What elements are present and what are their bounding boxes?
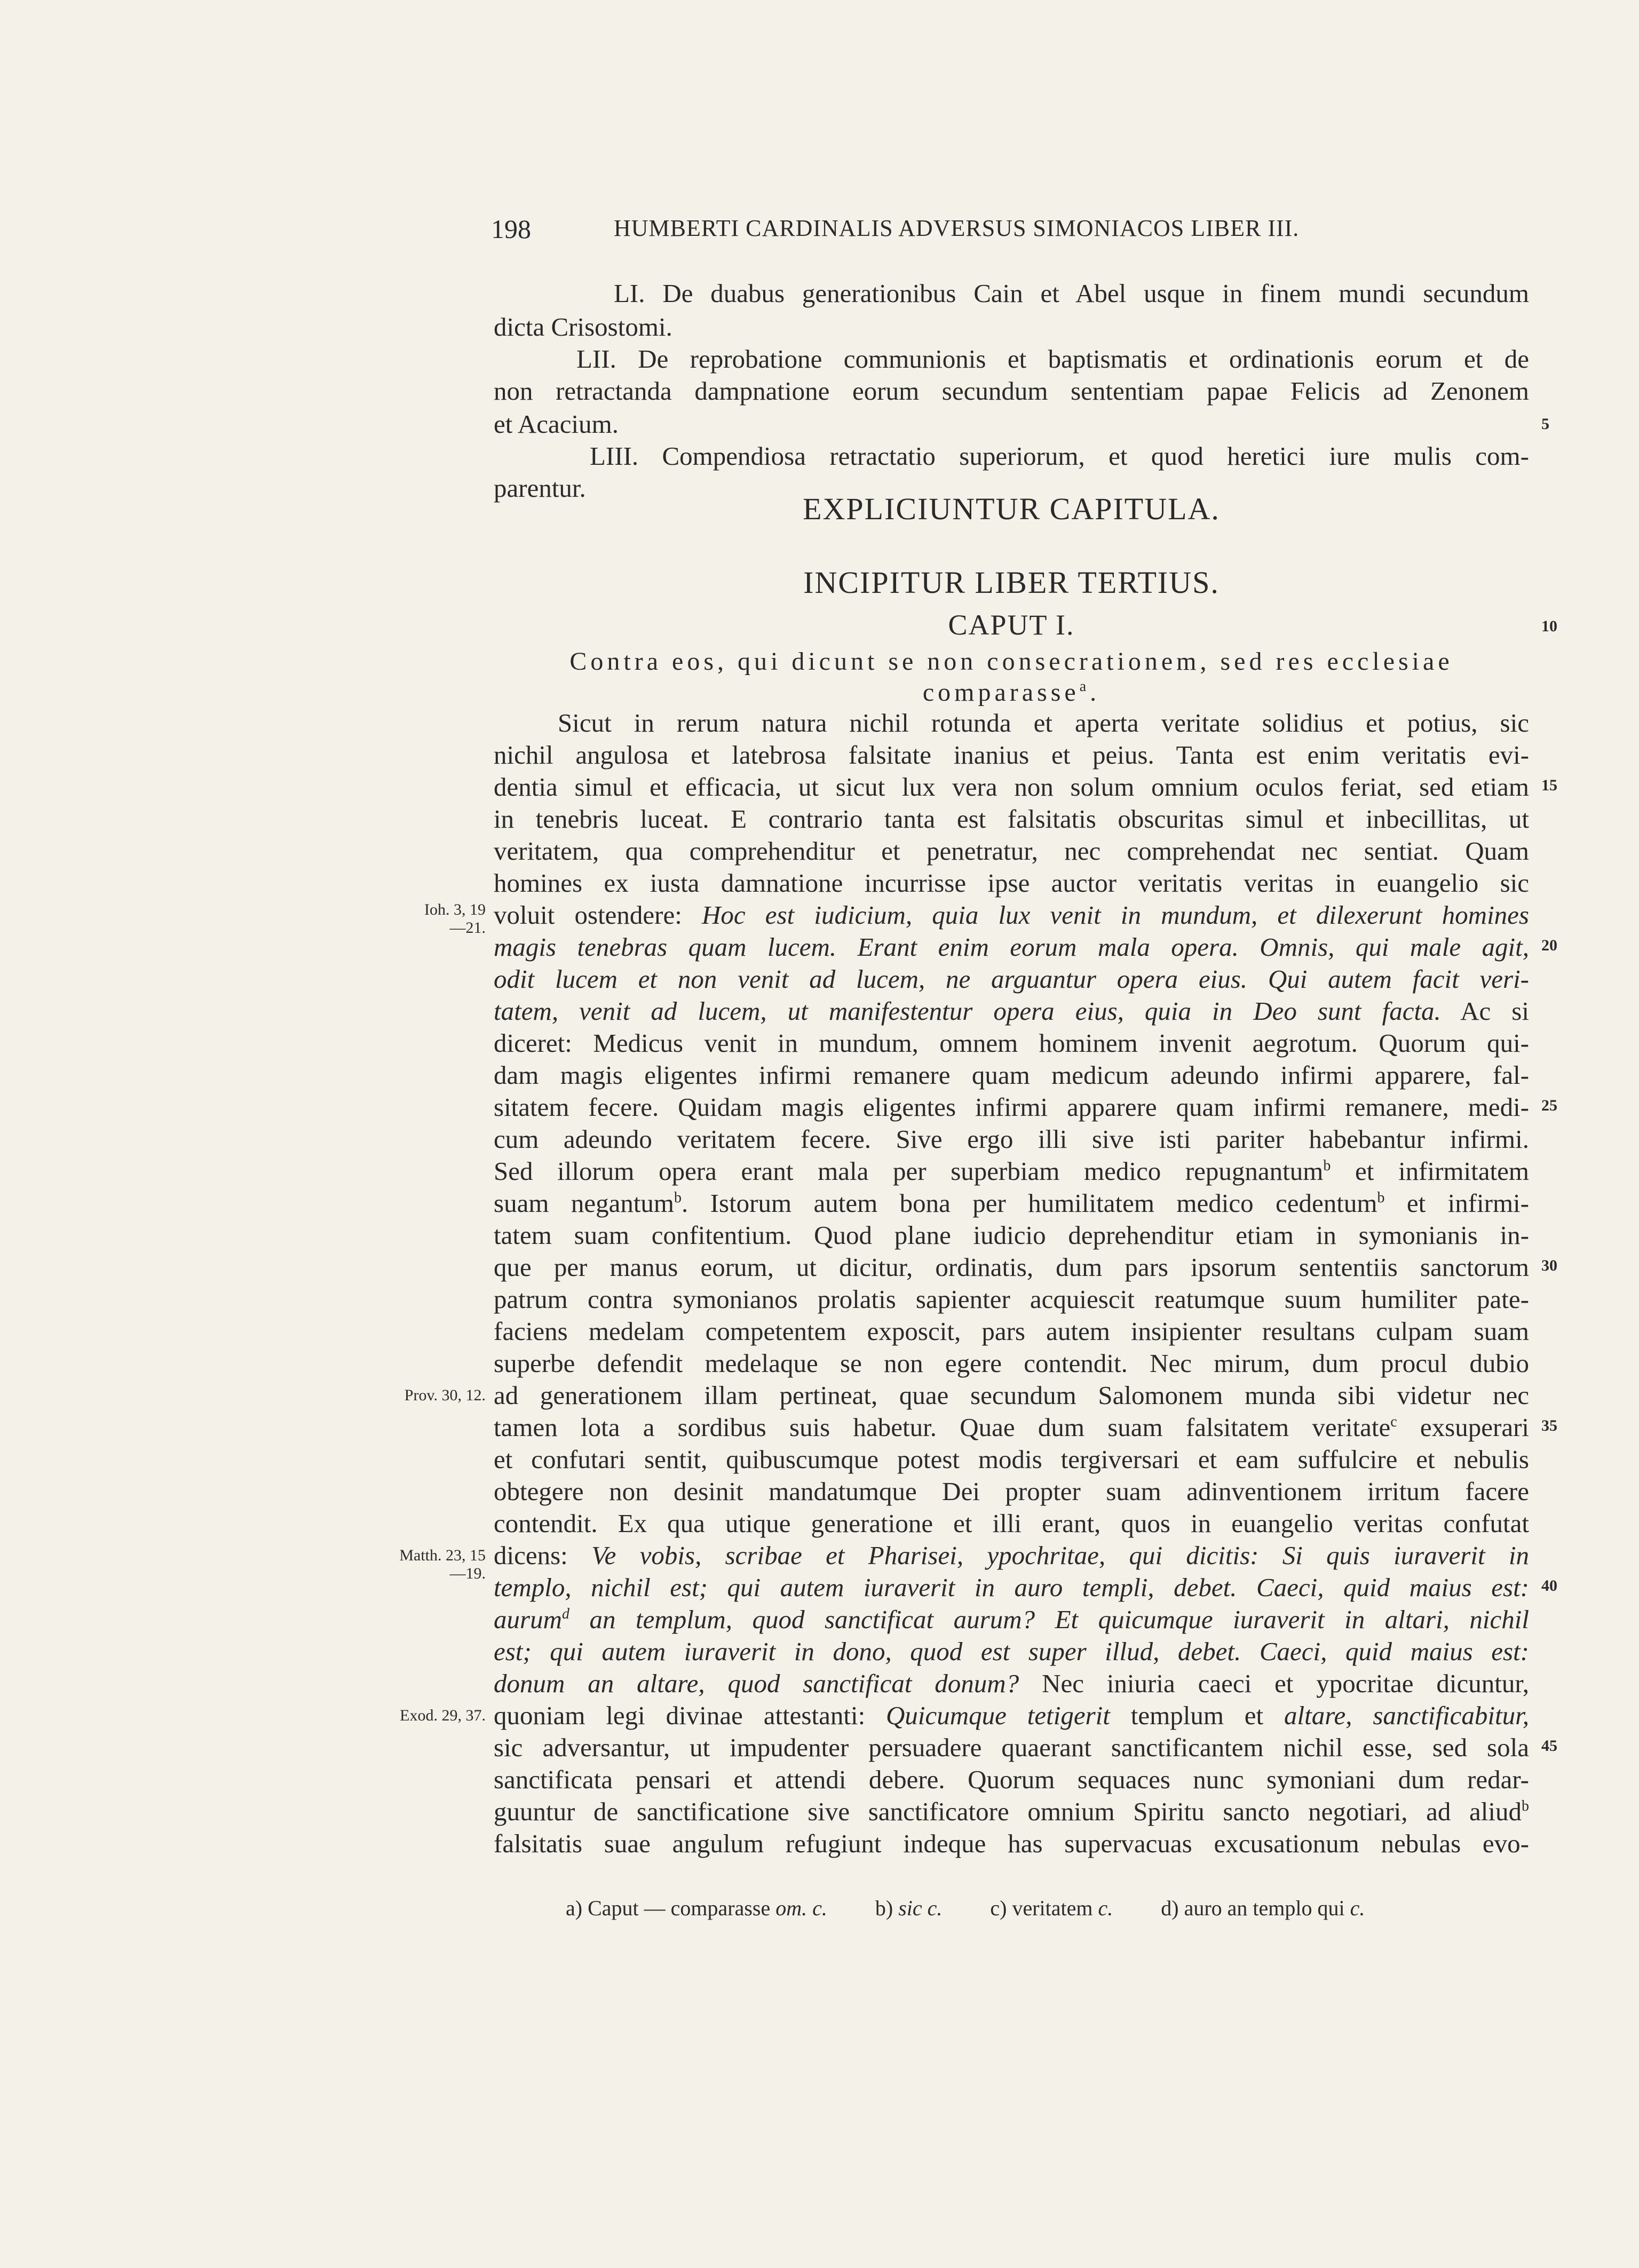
- margin-reference: Matth. 23, 15 —19.: [399, 1547, 486, 1582]
- text-line: odit lucem et non venit ad lucem, ne arguantur opera eius. Qui autem facit veri-: [494, 964, 1529, 994]
- line-number: 25: [1541, 1097, 1557, 1114]
- line-number: 45: [1541, 1737, 1557, 1755]
- text-line: que per manus eorum, ut dicitur, ordinatis, dum pars ipsorum sententiis sanctorum: [494, 1252, 1529, 1282]
- toc-line: non retractanda dampnatione eorum secundum sententiam papae Felicis ad Zenonem: [494, 376, 1529, 406]
- text-line: diceret: Medicus venit in mundum, omnem hominem invenit aegrotum. Quorum qui-: [494, 1028, 1529, 1058]
- margin-reference: Exod. 29, 37.: [400, 1707, 486, 1724]
- text-line: falsitatis suae angulum refugiunt indeque has supervacuas excusationum nebulas evo-: [494, 1829, 1529, 1858]
- text-line: tamen lota a sordibus suis habetur. Quae dum suam falsitatem veritate$^c$ exsuperari: [494, 1413, 1529, 1442]
- text-line: Sed illorum opera erant mala per superbiam medico repugnantum$^b$ et infirmitatem: [494, 1156, 1529, 1186]
- text-line: guuntur de sanctificatione sive sanctificatore omnium Spiritu sancto negotiari, ad aliud$^b$: [494, 1797, 1529, 1826]
- explicit-heading: EXPLICIUNTUR CAPITULA.: [803, 491, 1220, 526]
- footnote-mark: a: [1079, 678, 1090, 695]
- page-number: 198: [491, 214, 531, 244]
- text-line: dicens: Ve vobis, scribae et Pharisei, ypochritae, qui dicitis: Si quis iuraverit in: [494, 1541, 1530, 1570]
- line-number: 30: [1541, 1257, 1557, 1274]
- text-line: sic adversantur, ut impudenter persuadere quaerant sanctificantem nichil esse, sed sola: [494, 1733, 1529, 1762]
- toc-line: et Acacium.: [494, 409, 619, 439]
- text-line: tatem, venit ad lucem, ut manifestentur opera eius, quia in Deo sunt facta. Ac si: [494, 996, 1529, 1026]
- toc-line: LII. De reprobatione communionis et baptismatis et ordinationis eorum et de: [576, 344, 1529, 374]
- text-line: superbe defendit medelaque se non egere contendit. Nec mirum, dum procul dubio: [494, 1349, 1529, 1378]
- text-line: veritatem, qua comprehenditur et penetratur, nec comprehendat nec sentiat. Quam: [494, 836, 1529, 866]
- text-line: aurum$^d$ an templum, quod sanctificat aurum? Et quicumque iuraverit in altari, nichil: [494, 1605, 1529, 1634]
- footnote: b) sic c.: [875, 1896, 943, 1920]
- chapter-heading: CAPUT I.: [948, 609, 1075, 641]
- text-line: obtegere non desinit mandatumque Dei propter suam adinventionem irritum facere: [494, 1477, 1529, 1506]
- text-line: tatem suam confitentium. Quod plane iudicio deprehenditur etiam in symonianis in-: [494, 1220, 1529, 1250]
- text-line: quoniam legi divinae attestanti: Quicumque tetigerit templum et altare, sanctificabitur,: [494, 1701, 1529, 1730]
- text-line: dentia simul et efficacia, ut sicut lux vera non solum omnium oculos feriat, sed etiam: [494, 772, 1529, 802]
- line-number: 40: [1541, 1577, 1557, 1595]
- toc-line: parentur.: [494, 473, 586, 503]
- footnote: c) veritatem c.: [990, 1896, 1113, 1920]
- text-line: magis tenebras quam lucem. Erant enim eorum mala opera. Omnis, qui male agit,: [494, 932, 1529, 962]
- text-line: sanctificata pensari et attendi debere. Quorum sequaces nunc symoniani dum redar-: [494, 1765, 1529, 1794]
- footnote: a) Caput — comparasse om. c.: [566, 1896, 827, 1920]
- footnote: d) auro an templo qui c.: [1161, 1896, 1365, 1920]
- text-line: dam magis eligentes infirmi remanere quam medicum adeundo infirmi apparere, fal-: [494, 1060, 1529, 1090]
- incipit-heading: INCIPITUR LIBER TERTIUS.: [803, 565, 1220, 600]
- text-line: suam negantum$^b$. Istorum autem bona per humilitatem medico cedentum$^b$ et infirmi-: [494, 1188, 1529, 1218]
- line-number: 5: [1541, 415, 1549, 433]
- text-line: ad generationem illam pertineat, quae secundum Salomonem munda sibi videtur nec: [494, 1381, 1529, 1410]
- text-line: voluit ostendere: Hoc est iudicium, quia lux venit in mundum, et dilexerunt homines: [494, 900, 1530, 930]
- text-line: et confutari sentit, quibuscumque potest modis tergiversari et eam suffulcire et nebulis: [494, 1445, 1529, 1474]
- toc-line: dicta Crisostomi.: [494, 312, 672, 342]
- text-line: sitatem fecere. Quidam magis eligentes infirmi apparere quam infirmi remanere, medi-: [494, 1092, 1529, 1122]
- text-line: Sicut in rerum natura nichil rotunda et aperta veritate solidius et potius, sic: [558, 708, 1529, 738]
- text-line: cum adeundo veritatem fecere. Sive ergo illi sive isti pariter habebantur infirmi.: [494, 1124, 1529, 1154]
- line-number: 15: [1541, 776, 1557, 794]
- page-header: [491, 213, 1537, 251]
- line-number: 20: [1541, 937, 1557, 954]
- line-number: 10: [1541, 617, 1557, 635]
- chapter-subtitle: comparasse$^a$.: [922, 678, 1100, 707]
- toc-line: LIII. Compendiosa retractatio superiorum, et quod heretici iure mulis com-: [590, 441, 1529, 471]
- line-number: 35: [1541, 1417, 1557, 1434]
- text-line: in tenebris luceat. E contrario tanta est falsitatis obscuritas simul et inbecillitas, ut: [494, 804, 1529, 834]
- text-line: faciens medelam competentem exposcit, pars autem insipienter resultans culpam suam: [494, 1317, 1529, 1346]
- margin-reference: Prov. 30, 12.: [404, 1386, 486, 1404]
- text-line: est; qui autem iuraverit in dono, quod est super illud, debet. Caeci, quid maius est:: [494, 1637, 1529, 1666]
- chapter-subtitle: Contra eos, qui dicunt se non consecrationem, sed res ecclesiae: [569, 647, 1453, 676]
- text-line: templo, nichil est; qui autem iuraverit in auro templi, debet. Caeci, quid maius est:: [494, 1573, 1529, 1602]
- text-line: nichil angulosa et latebrosa falsitate inanius et peius. Tanta est enim veritatis evi-: [494, 740, 1529, 770]
- text-line: patrum contra symonianos prolatis sapienter acquiescit reatumque suum humiliter pate-: [494, 1284, 1529, 1314]
- running-title: HUMBERTI CARDINALIS ADVERSUS SIMONIACOS LIBER III.: [614, 215, 1300, 241]
- footnotes: [566, 1896, 1407, 1921]
- toc-line: LI. De duabus generationibus Cain et Abel usque in finem mundi secundum: [614, 279, 1529, 308]
- text-line: contendit. Ex qua utique generatione et illi erant, quos in euangelio veritas confutat: [494, 1509, 1529, 1538]
- margin-reference: Ioh. 3, 19 —21.: [424, 901, 486, 937]
- text-line: homines ex iusta damnatione incurrisse ipse auctor veritatis veritas in euangelio sic: [494, 868, 1529, 898]
- text-line: donum an altare, quod sanctificat donum? Nec iniuria caeci et ypocritae dicuntur,: [494, 1669, 1530, 1698]
